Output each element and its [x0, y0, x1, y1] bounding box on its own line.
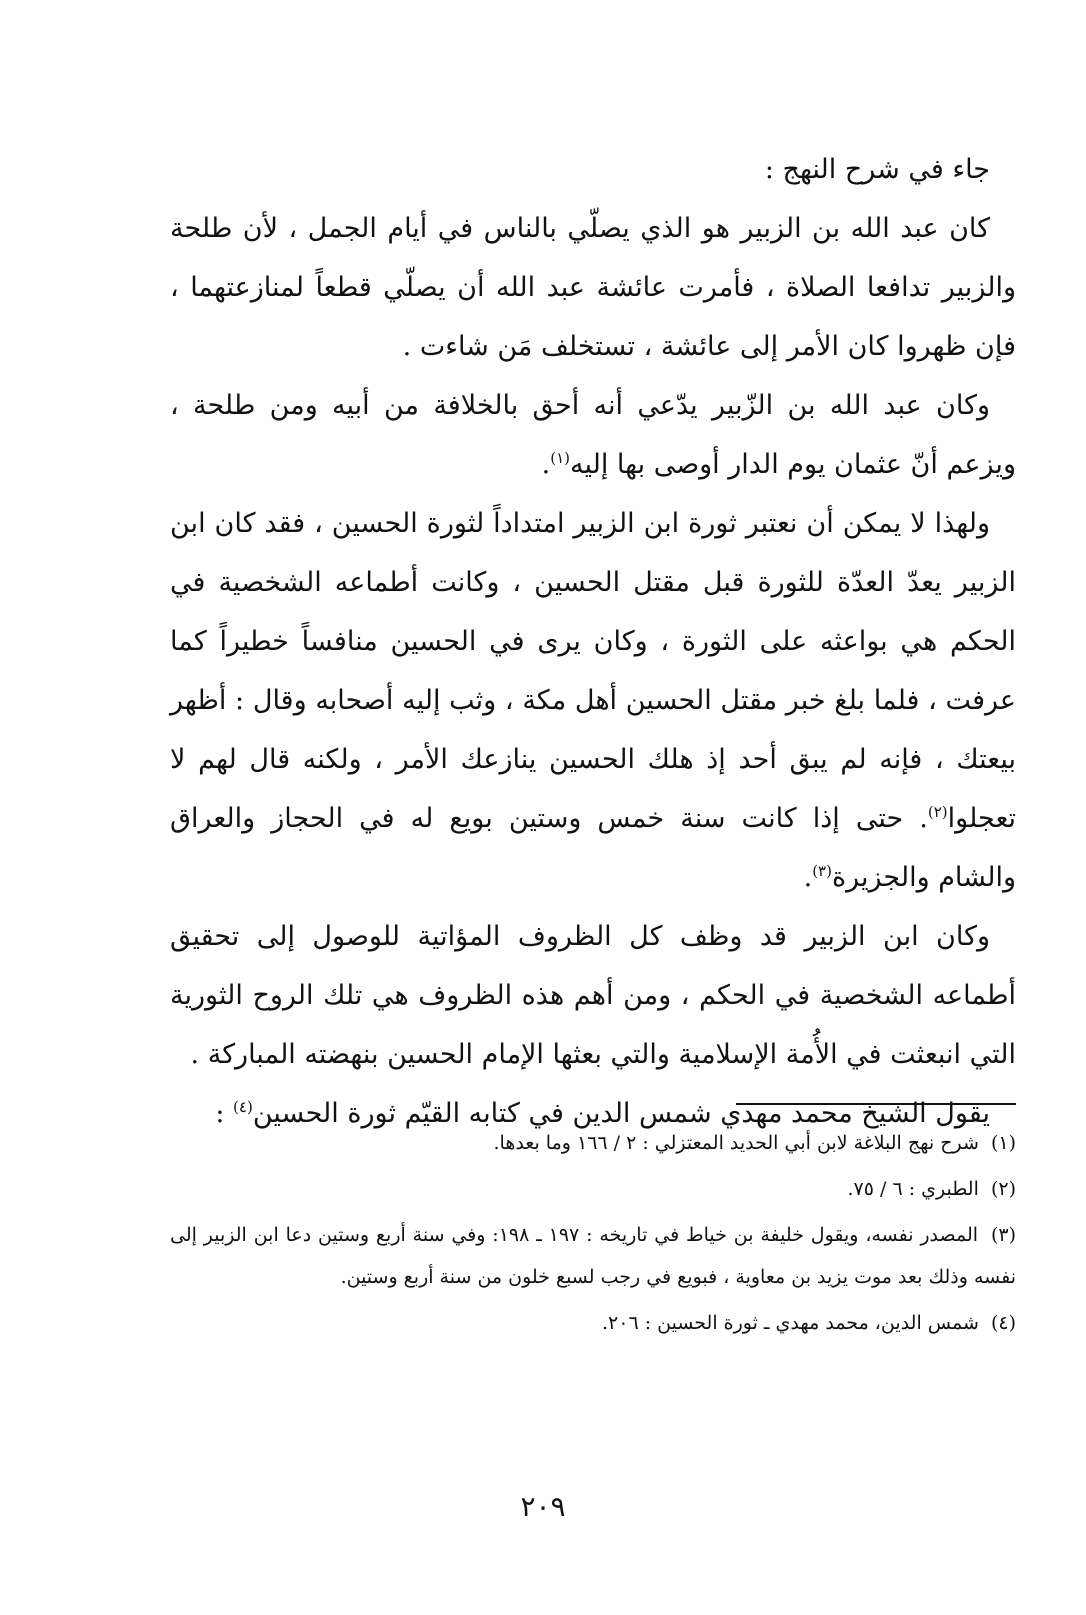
footnote-separator [736, 1103, 1016, 1105]
footnote-1 [170, 1122, 1016, 1164]
paragraph-5-text: وكان ابن الزبير قد وظف كل الظروف المؤاتية للوصول إلى تحقيق أطماعه الشخصية في الحكم ، ومن أهم هذه الظروف هي تلك الروح الثورية التي انبعثت في الأُمة الإسلامية والتي بعثها الإمام الحسين بنهضته المباركة . [170, 921, 1016, 1070]
main-text [170, 140, 1016, 1143]
paragraph-4-text-a: ولهذا لا يمكن أن نعتبر ثورة ابن الزبير امتداداً لثورة الحسين ، فقد كان ابن الزبير يعدّ العدّة للثورة قبل مقتل الحسين ، وكانت أطماعه الشخصية في الحكم هي بواعثه على الثورة ، وكان يرى في الحسين منافساً خطيراً كما عرفت ، فلما بلغ خبر مقتل الحسين أهل مكة ، وثب إليه أصحابه وقال : أظهر بيعتك ، فإنه لم يبق أحد إذ هلك الحسين ينازعك الأمر ، ولكنه قال لهم لا تعجلوا [170, 508, 1016, 834]
footnote-ref-4: (٤) [233, 1098, 253, 1116]
paragraph-3-end: . [541, 449, 551, 480]
paragraph-3 [170, 376, 1016, 494]
paragraph-2 [170, 199, 1016, 376]
footnote-4-text: شمس الدين، محمد مهدي ـ ثورة الحسين : ٢٠٦. [601, 1312, 979, 1334]
paragraph-6-end: : [215, 1098, 234, 1129]
footnote-4 [170, 1302, 1016, 1344]
paragraph-6-text: يقول الشيخ محمد مهدي شمس الدين في كتابه القيّم ثورة الحسين [252, 1098, 990, 1129]
paragraph-4-end: . [803, 862, 813, 893]
footnotes [170, 1122, 1016, 1348]
footnote-1-number: (١) [990, 1132, 1016, 1154]
footnote-4-number: (٤) [990, 1312, 1016, 1334]
paragraph-4-text-b: . حتى إذا كانت سنة خمس وستين بويع له في الحجاز والعراق والشام والجزيرة [170, 803, 1016, 893]
footnote-2 [170, 1168, 1016, 1210]
footnote-2-text: الطبري : ٦ / ٧٥. [847, 1178, 979, 1200]
paragraph-4 [170, 494, 1016, 907]
paragraph-1 [170, 140, 1016, 199]
footnote-3-number: (٣) [990, 1224, 1016, 1246]
paragraph-5 [170, 907, 1016, 1084]
page-number: ٢٠٩ [520, 1490, 566, 1523]
footnote-ref-2: (٢) [927, 803, 948, 821]
footnote-3 [170, 1214, 1016, 1298]
footnote-2-number: (٢) [990, 1178, 1016, 1200]
footnote-1-text: شرح نهج البلاغة لابن أبي الحديد المعتزلي : ٢ / ١٦٦ وما بعدها. [493, 1132, 979, 1154]
paragraph-3-text: وكان عبد الله بن الزّبير يدّعي أنه أحق بالخلافة من أبيه ومن طلحة ، ويزعم أنّ عثمان يوم الدار أوصى بها إليه [170, 390, 1016, 480]
footnote-ref-3: (٣) [812, 862, 832, 880]
footnote-3-text: المصدر نفسه، ويقول خليفة بن خياط في تاريخه : ١٩٧ ـ ١٩٨: وفي سنة أربع وستين دعا ابن الزبير إلى نفسه وذلك بعد موت يزيد بن معاوية ، فبويع في رجب لسبع خلون من سنة أربع وستين. [170, 1224, 1016, 1288]
footnote-ref-1: (١) [550, 449, 570, 467]
paragraph-1-text: جاء في شرح النهج : [764, 154, 990, 185]
paragraph-2-text: كان عبد الله بن الزبير هو الذي يصلّي بالناس في أيام الجمل ، لأن طلحة والزبير تدافعا الصلاة ، فأمرت عائشة عبد الله أن يصلّي قطعاً لمنازعتهما ، فإن ظهروا كان الأمر إلى عائشة ، تستخلف مَن شاءت . [170, 213, 1016, 362]
